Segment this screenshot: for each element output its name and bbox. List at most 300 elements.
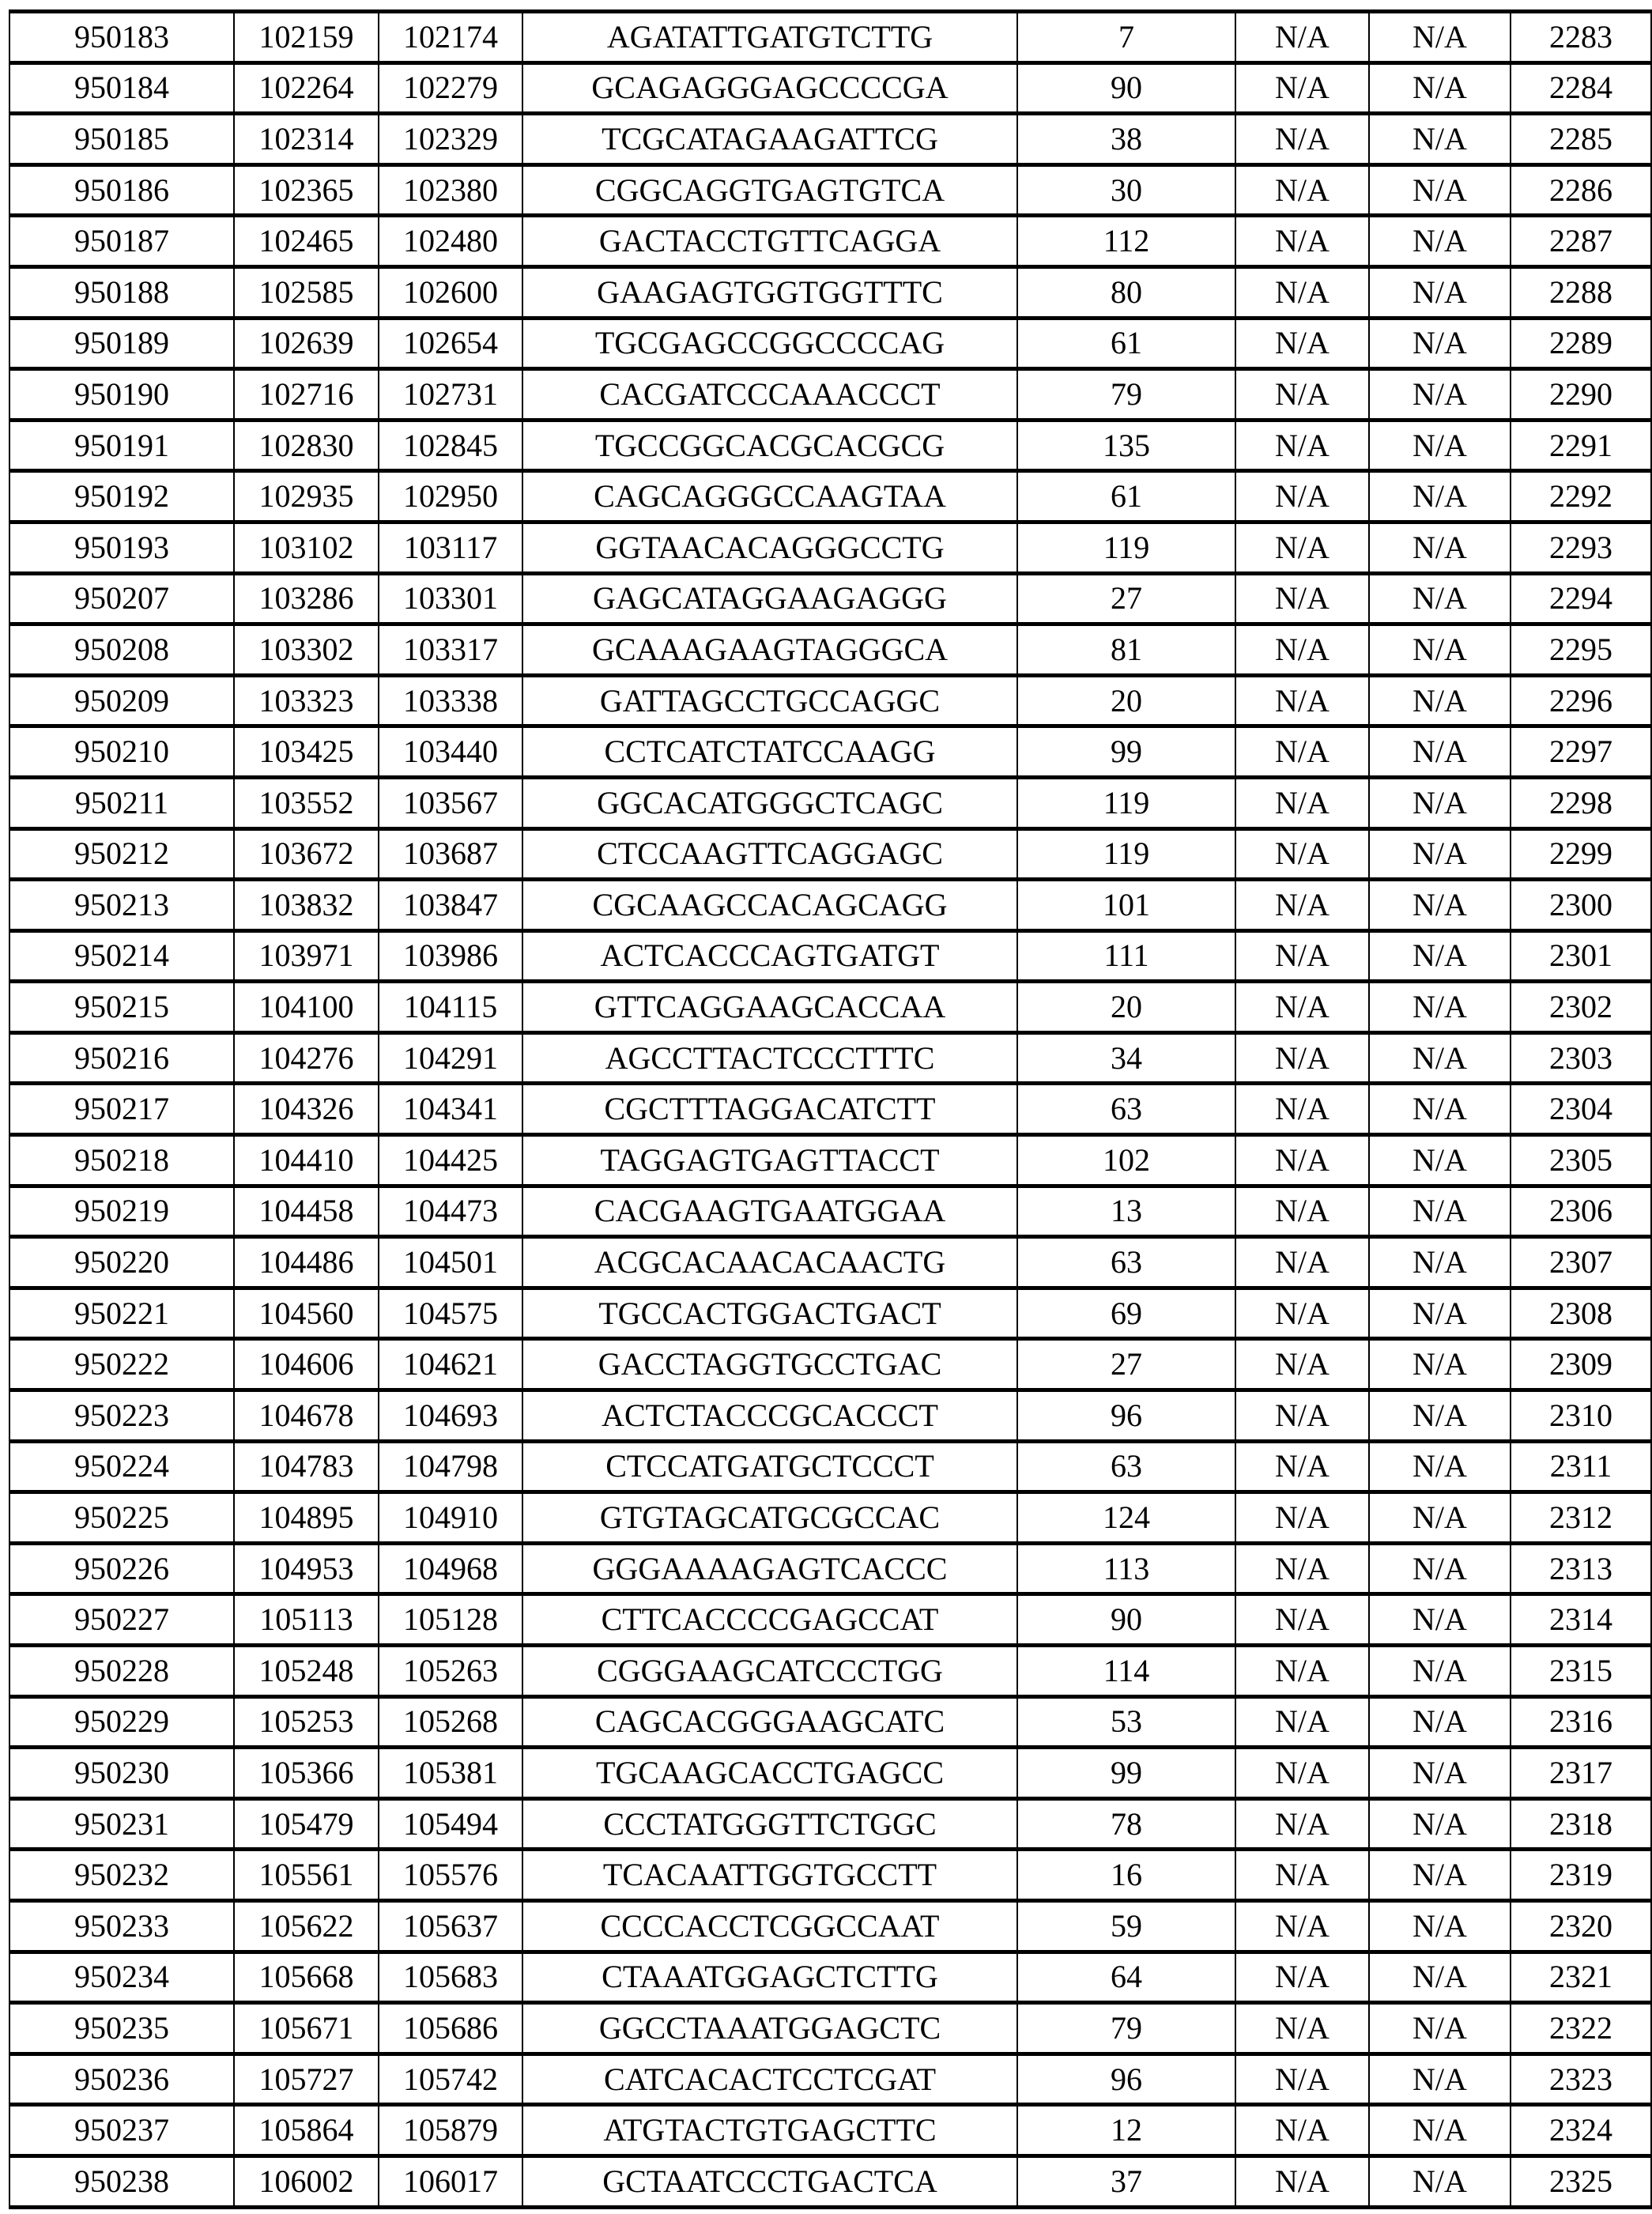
table-row bbox=[9, 1696, 1651, 1748]
cell-stop-site: 105263 bbox=[379, 1646, 522, 1697]
cell-na-col-2: N/A bbox=[1369, 216, 1511, 267]
cell-na-col-1: N/A bbox=[1235, 1492, 1369, 1544]
cell-start-site: 105668 bbox=[234, 1952, 379, 2003]
cell-stop-site: 103338 bbox=[379, 675, 522, 726]
cell-na-col-2: N/A bbox=[1369, 1339, 1511, 1390]
cell-na-col-2: N/A bbox=[1369, 266, 1511, 318]
cell-sequence: GCTAATCCCTGACTCA bbox=[522, 2156, 1017, 2207]
cell-stop-site: 102731 bbox=[379, 369, 522, 421]
cell-compound-id: 950216 bbox=[9, 1032, 234, 1084]
cell-stop-site: 102380 bbox=[379, 164, 522, 216]
cell-na-col-2: N/A bbox=[1369, 1543, 1511, 1594]
cell-seq-id-no: 2286 bbox=[1511, 164, 1651, 216]
cell-na-col-2: N/A bbox=[1369, 1237, 1511, 1288]
cell-compound-id: 950215 bbox=[9, 982, 234, 1033]
cell-start-site: 103971 bbox=[234, 930, 379, 982]
table-row bbox=[9, 266, 1651, 318]
cell-sequence: CCCTATGGGTTCTGGC bbox=[522, 1798, 1017, 1850]
cell-sequence: GACTACCTGTTCAGGA bbox=[522, 216, 1017, 267]
cell-na-col-2: N/A bbox=[1369, 420, 1511, 471]
cell-stop-site: 102329 bbox=[379, 114, 522, 165]
cell-stop-site: 105268 bbox=[379, 1696, 522, 1748]
cell-start-site: 103552 bbox=[234, 777, 379, 828]
table-row bbox=[9, 2156, 1651, 2207]
cell-value: 61 bbox=[1017, 318, 1235, 369]
cell-seq-id-no: 2303 bbox=[1511, 1032, 1651, 1084]
cell-seq-id-no: 2312 bbox=[1511, 1492, 1651, 1544]
cell-start-site: 102264 bbox=[234, 62, 379, 114]
cell-stop-site: 104693 bbox=[379, 1390, 522, 1442]
cell-na-col-2: N/A bbox=[1369, 114, 1511, 165]
cell-stop-site: 102480 bbox=[379, 216, 522, 267]
cell-stop-site: 104291 bbox=[379, 1032, 522, 1084]
cell-sequence: TGCGAGCCGGCCCCAG bbox=[522, 318, 1017, 369]
cell-stop-site: 105637 bbox=[379, 1900, 522, 1952]
cell-sequence: GCAGAGGGAGCCCCGA bbox=[522, 62, 1017, 114]
cell-compound-id: 950209 bbox=[9, 675, 234, 726]
table-row bbox=[9, 2105, 1651, 2156]
cell-value: 113 bbox=[1017, 1543, 1235, 1594]
cell-na-col-1: N/A bbox=[1235, 420, 1369, 471]
cell-seq-id-no: 2320 bbox=[1511, 1900, 1651, 1952]
cell-na-col-1: N/A bbox=[1235, 1237, 1369, 1288]
table-row bbox=[9, 1798, 1651, 1850]
cell-value: 16 bbox=[1017, 1850, 1235, 1901]
cell-value: 34 bbox=[1017, 1032, 1235, 1084]
cell-na-col-2: N/A bbox=[1369, 62, 1511, 114]
cell-stop-site: 105683 bbox=[379, 1952, 522, 2003]
table-row bbox=[9, 1952, 1651, 2003]
cell-compound-id: 950188 bbox=[9, 266, 234, 318]
cell-seq-id-no: 2294 bbox=[1511, 573, 1651, 624]
cell-na-col-1: N/A bbox=[1235, 930, 1369, 982]
cell-start-site: 103425 bbox=[234, 726, 379, 778]
cell-value: 63 bbox=[1017, 1237, 1235, 1288]
cell-na-col-2: N/A bbox=[1369, 2003, 1511, 2054]
cell-sequence: GAGCATAGGAAGAGGG bbox=[522, 573, 1017, 624]
cell-compound-id: 950223 bbox=[9, 1390, 234, 1442]
table-row bbox=[9, 1237, 1651, 1288]
cell-na-col-1: N/A bbox=[1235, 777, 1369, 828]
cell-na-col-2: N/A bbox=[1369, 930, 1511, 982]
cell-na-col-2: N/A bbox=[1369, 982, 1511, 1033]
cell-compound-id: 950229 bbox=[9, 1696, 234, 1748]
table-row bbox=[9, 369, 1651, 421]
cell-start-site: 102314 bbox=[234, 114, 379, 165]
cell-seq-id-no: 2301 bbox=[1511, 930, 1651, 982]
table-row bbox=[9, 164, 1651, 216]
cell-value: 69 bbox=[1017, 1288, 1235, 1339]
table-row bbox=[9, 624, 1651, 676]
cell-seq-id-no: 2323 bbox=[1511, 2054, 1651, 2105]
cell-start-site: 102716 bbox=[234, 369, 379, 421]
cell-sequence: GAAGAGTGGTGGTTTC bbox=[522, 266, 1017, 318]
cell-value: 7 bbox=[1017, 12, 1235, 63]
cell-start-site: 102935 bbox=[234, 471, 379, 522]
cell-na-col-1: N/A bbox=[1235, 522, 1369, 573]
cell-stop-site: 104621 bbox=[379, 1339, 522, 1390]
cell-seq-id-no: 2299 bbox=[1511, 828, 1651, 880]
cell-compound-id: 950213 bbox=[9, 880, 234, 931]
cell-start-site: 104486 bbox=[234, 1237, 379, 1288]
cell-stop-site: 104115 bbox=[379, 982, 522, 1033]
cell-compound-id: 950238 bbox=[9, 2156, 234, 2207]
cell-compound-id: 950207 bbox=[9, 573, 234, 624]
cell-seq-id-no: 2325 bbox=[1511, 2156, 1651, 2207]
cell-start-site: 104326 bbox=[234, 1084, 379, 1135]
table-row bbox=[9, 1492, 1651, 1544]
cell-na-col-2: N/A bbox=[1369, 1952, 1511, 2003]
cell-value: 119 bbox=[1017, 777, 1235, 828]
cell-na-col-1: N/A bbox=[1235, 982, 1369, 1033]
table-row bbox=[9, 2054, 1651, 2105]
cell-value: 90 bbox=[1017, 62, 1235, 114]
cell-compound-id: 950210 bbox=[9, 726, 234, 778]
cell-start-site: 103832 bbox=[234, 880, 379, 931]
cell-sequence: GTGTAGCATGCGCCAC bbox=[522, 1492, 1017, 1544]
cell-na-col-1: N/A bbox=[1235, 2105, 1369, 2156]
cell-sequence: GATTAGCCTGCCAGGC bbox=[522, 675, 1017, 726]
cell-na-col-1: N/A bbox=[1235, 1594, 1369, 1646]
cell-compound-id: 950189 bbox=[9, 318, 234, 369]
cell-start-site: 102830 bbox=[234, 420, 379, 471]
cell-seq-id-no: 2289 bbox=[1511, 318, 1651, 369]
cell-compound-id: 950218 bbox=[9, 1135, 234, 1186]
cell-sequence: ACTCACCCAGTGATGT bbox=[522, 930, 1017, 982]
cell-seq-id-no: 2319 bbox=[1511, 1850, 1651, 1901]
table-row bbox=[9, 1084, 1651, 1135]
cell-seq-id-no: 2321 bbox=[1511, 1952, 1651, 2003]
cell-compound-id: 950219 bbox=[9, 1186, 234, 1237]
cell-sequence: ATGTACTGTGAGCTTC bbox=[522, 2105, 1017, 2156]
cell-value: 61 bbox=[1017, 471, 1235, 522]
cell-na-col-2: N/A bbox=[1369, 1646, 1511, 1697]
table-row bbox=[9, 1850, 1651, 1901]
cell-seq-id-no: 2315 bbox=[1511, 1646, 1651, 1697]
cell-sequence: TGCAAGCACCTGAGCC bbox=[522, 1748, 1017, 1799]
table-row bbox=[9, 1390, 1651, 1442]
sequence-table bbox=[9, 9, 1652, 2209]
table-row bbox=[9, 522, 1651, 573]
cell-na-col-1: N/A bbox=[1235, 1441, 1369, 1492]
cell-na-col-1: N/A bbox=[1235, 1696, 1369, 1748]
cell-start-site: 104606 bbox=[234, 1339, 379, 1390]
cell-stop-site: 104473 bbox=[379, 1186, 522, 1237]
cell-seq-id-no: 2302 bbox=[1511, 982, 1651, 1033]
table-row bbox=[9, 1646, 1651, 1697]
table-row bbox=[9, 880, 1651, 931]
cell-seq-id-no: 2298 bbox=[1511, 777, 1651, 828]
cell-compound-id: 950208 bbox=[9, 624, 234, 676]
cell-compound-id: 950191 bbox=[9, 420, 234, 471]
cell-stop-site: 105879 bbox=[379, 2105, 522, 2156]
cell-compound-id: 950235 bbox=[9, 2003, 234, 2054]
cell-na-col-2: N/A bbox=[1369, 2156, 1511, 2207]
cell-seq-id-no: 2283 bbox=[1511, 12, 1651, 63]
cell-value: 99 bbox=[1017, 1748, 1235, 1799]
cell-start-site: 103302 bbox=[234, 624, 379, 676]
cell-na-col-2: N/A bbox=[1369, 1492, 1511, 1544]
cell-na-col-2: N/A bbox=[1369, 1798, 1511, 1850]
cell-na-col-1: N/A bbox=[1235, 1952, 1369, 2003]
cell-compound-id: 950193 bbox=[9, 522, 234, 573]
cell-stop-site: 104425 bbox=[379, 1135, 522, 1186]
cell-na-col-2: N/A bbox=[1369, 1900, 1511, 1952]
cell-start-site: 104953 bbox=[234, 1543, 379, 1594]
cell-na-col-2: N/A bbox=[1369, 164, 1511, 216]
cell-seq-id-no: 2290 bbox=[1511, 369, 1651, 421]
table-row bbox=[9, 1032, 1651, 1084]
cell-value: 37 bbox=[1017, 2156, 1235, 2207]
cell-start-site: 105113 bbox=[234, 1594, 379, 1646]
table-row bbox=[9, 318, 1651, 369]
cell-na-col-1: N/A bbox=[1235, 318, 1369, 369]
cell-na-col-1: N/A bbox=[1235, 1850, 1369, 1901]
cell-na-col-2: N/A bbox=[1369, 726, 1511, 778]
cell-sequence: CGGCAGGTGAGTGTCA bbox=[522, 164, 1017, 216]
cell-sequence: AGATATTGATGTCTTG bbox=[522, 12, 1017, 63]
cell-value: 124 bbox=[1017, 1492, 1235, 1544]
cell-sequence: CGCAAGCCACAGCAGG bbox=[522, 880, 1017, 931]
cell-stop-site: 103117 bbox=[379, 522, 522, 573]
cell-value: 101 bbox=[1017, 880, 1235, 931]
cell-value: 119 bbox=[1017, 828, 1235, 880]
cell-compound-id: 950226 bbox=[9, 1543, 234, 1594]
cell-value: 81 bbox=[1017, 624, 1235, 676]
cell-seq-id-no: 2285 bbox=[1511, 114, 1651, 165]
cell-value: 79 bbox=[1017, 369, 1235, 421]
cell-na-col-1: N/A bbox=[1235, 1288, 1369, 1339]
cell-seq-id-no: 2287 bbox=[1511, 216, 1651, 267]
cell-na-col-1: N/A bbox=[1235, 1339, 1369, 1390]
cell-na-col-2: N/A bbox=[1369, 1748, 1511, 1799]
cell-compound-id: 950183 bbox=[9, 12, 234, 63]
cell-stop-site: 104501 bbox=[379, 1237, 522, 1288]
cell-na-col-2: N/A bbox=[1369, 1696, 1511, 1748]
cell-seq-id-no: 2296 bbox=[1511, 675, 1651, 726]
cell-na-col-1: N/A bbox=[1235, 1032, 1369, 1084]
cell-na-col-1: N/A bbox=[1235, 2054, 1369, 2105]
cell-na-col-1: N/A bbox=[1235, 369, 1369, 421]
cell-seq-id-no: 2316 bbox=[1511, 1696, 1651, 1748]
table-row bbox=[9, 114, 1651, 165]
cell-start-site: 103323 bbox=[234, 675, 379, 726]
cell-value: 102 bbox=[1017, 1135, 1235, 1186]
cell-start-site: 102465 bbox=[234, 216, 379, 267]
cell-stop-site: 104910 bbox=[379, 1492, 522, 1544]
cell-seq-id-no: 2295 bbox=[1511, 624, 1651, 676]
cell-na-col-1: N/A bbox=[1235, 2003, 1369, 2054]
cell-sequence: TAGGAGTGAGTTACCT bbox=[522, 1135, 1017, 1186]
cell-na-col-2: N/A bbox=[1369, 675, 1511, 726]
cell-value: 79 bbox=[1017, 2003, 1235, 2054]
cell-start-site: 104100 bbox=[234, 982, 379, 1033]
cell-sequence: CGGGAAGCATCCCTGG bbox=[522, 1646, 1017, 1697]
cell-na-col-2: N/A bbox=[1369, 1441, 1511, 1492]
cell-na-col-1: N/A bbox=[1235, 266, 1369, 318]
cell-stop-site: 105494 bbox=[379, 1798, 522, 1850]
table-row bbox=[9, 12, 1651, 63]
cell-sequence: CATCACACTCCTCGAT bbox=[522, 2054, 1017, 2105]
cell-start-site: 103102 bbox=[234, 522, 379, 573]
cell-start-site: 105561 bbox=[234, 1850, 379, 1901]
cell-start-site: 105622 bbox=[234, 1900, 379, 1952]
cell-value: 111 bbox=[1017, 930, 1235, 982]
table-row bbox=[9, 471, 1651, 522]
cell-compound-id: 950228 bbox=[9, 1646, 234, 1697]
cell-na-col-2: N/A bbox=[1369, 522, 1511, 573]
table-body bbox=[9, 12, 1651, 2208]
cell-na-col-1: N/A bbox=[1235, 216, 1369, 267]
cell-compound-id: 950186 bbox=[9, 164, 234, 216]
cell-compound-id: 950233 bbox=[9, 1900, 234, 1952]
cell-value: 96 bbox=[1017, 2054, 1235, 2105]
cell-na-col-1: N/A bbox=[1235, 1646, 1369, 1697]
cell-value: 63 bbox=[1017, 1441, 1235, 1492]
cell-na-col-2: N/A bbox=[1369, 1135, 1511, 1186]
table-row bbox=[9, 1288, 1651, 1339]
cell-seq-id-no: 2307 bbox=[1511, 1237, 1651, 1288]
cell-sequence: CCCCACCTCGGCCAAT bbox=[522, 1900, 1017, 1952]
cell-sequence: CCTCATCTATCCAAGG bbox=[522, 726, 1017, 778]
cell-na-col-2: N/A bbox=[1369, 1186, 1511, 1237]
cell-stop-site: 104341 bbox=[379, 1084, 522, 1135]
cell-na-col-2: N/A bbox=[1369, 318, 1511, 369]
table-row bbox=[9, 1900, 1651, 1952]
cell-start-site: 102365 bbox=[234, 164, 379, 216]
cell-value: 13 bbox=[1017, 1186, 1235, 1237]
cell-seq-id-no: 2317 bbox=[1511, 1748, 1651, 1799]
cell-start-site: 104895 bbox=[234, 1492, 379, 1544]
cell-seq-id-no: 2305 bbox=[1511, 1135, 1651, 1186]
table-row bbox=[9, 420, 1651, 471]
cell-seq-id-no: 2284 bbox=[1511, 62, 1651, 114]
cell-stop-site: 102174 bbox=[379, 12, 522, 63]
cell-seq-id-no: 2311 bbox=[1511, 1441, 1651, 1492]
cell-sequence: GGCCTAAATGGAGCTC bbox=[522, 2003, 1017, 2054]
cell-sequence: GGCACATGGGCTCAGC bbox=[522, 777, 1017, 828]
cell-na-col-2: N/A bbox=[1369, 573, 1511, 624]
cell-stop-site: 104968 bbox=[379, 1543, 522, 1594]
cell-sequence: AGCCTTACTCCCTTTC bbox=[522, 1032, 1017, 1084]
cell-start-site: 105253 bbox=[234, 1696, 379, 1748]
cell-na-col-1: N/A bbox=[1235, 164, 1369, 216]
cell-compound-id: 950231 bbox=[9, 1798, 234, 1850]
cell-compound-id: 950230 bbox=[9, 1748, 234, 1799]
cell-start-site: 102639 bbox=[234, 318, 379, 369]
cell-compound-id: 950237 bbox=[9, 2105, 234, 2156]
cell-na-col-2: N/A bbox=[1369, 880, 1511, 931]
cell-sequence: CAGCAGGGCCAAGTAA bbox=[522, 471, 1017, 522]
cell-na-col-2: N/A bbox=[1369, 1084, 1511, 1135]
cell-value: 27 bbox=[1017, 1339, 1235, 1390]
cell-start-site: 104560 bbox=[234, 1288, 379, 1339]
table-row bbox=[9, 1594, 1651, 1646]
cell-na-col-1: N/A bbox=[1235, 1798, 1369, 1850]
cell-na-col-2: N/A bbox=[1369, 1390, 1511, 1442]
cell-sequence: CTCCAAGTTCAGGAGC bbox=[522, 828, 1017, 880]
cell-stop-site: 103986 bbox=[379, 930, 522, 982]
cell-seq-id-no: 2322 bbox=[1511, 2003, 1651, 2054]
cell-start-site: 106002 bbox=[234, 2156, 379, 2207]
cell-na-col-2: N/A bbox=[1369, 2054, 1511, 2105]
cell-start-site: 103672 bbox=[234, 828, 379, 880]
table-row bbox=[9, 930, 1651, 982]
table-row bbox=[9, 777, 1651, 828]
cell-na-col-2: N/A bbox=[1369, 624, 1511, 676]
cell-sequence: TGCCGGCACGCACGCG bbox=[522, 420, 1017, 471]
cell-na-col-1: N/A bbox=[1235, 675, 1369, 726]
cell-na-col-1: N/A bbox=[1235, 1900, 1369, 1952]
table-row bbox=[9, 1186, 1651, 1237]
cell-stop-site: 103567 bbox=[379, 777, 522, 828]
cell-sequence: GACCTAGGTGCCTGAC bbox=[522, 1339, 1017, 1390]
cell-stop-site: 102845 bbox=[379, 420, 522, 471]
table-row bbox=[9, 2003, 1651, 2054]
cell-compound-id: 950227 bbox=[9, 1594, 234, 1646]
cell-stop-site: 105576 bbox=[379, 1850, 522, 1901]
cell-start-site: 104458 bbox=[234, 1186, 379, 1237]
cell-start-site: 102585 bbox=[234, 266, 379, 318]
cell-sequence: GCAAAGAAGTAGGGCA bbox=[522, 624, 1017, 676]
cell-value: 30 bbox=[1017, 164, 1235, 216]
table-row bbox=[9, 828, 1651, 880]
cell-start-site: 105864 bbox=[234, 2105, 379, 2156]
cell-na-col-1: N/A bbox=[1235, 1543, 1369, 1594]
cell-seq-id-no: 2292 bbox=[1511, 471, 1651, 522]
table-row bbox=[9, 1748, 1651, 1799]
cell-sequence: TCACAATTGGTGCCTT bbox=[522, 1850, 1017, 1901]
cell-value: 96 bbox=[1017, 1390, 1235, 1442]
cell-compound-id: 950214 bbox=[9, 930, 234, 982]
cell-na-col-1: N/A bbox=[1235, 12, 1369, 63]
cell-value: 63 bbox=[1017, 1084, 1235, 1135]
cell-value: 59 bbox=[1017, 1900, 1235, 1952]
cell-na-col-2: N/A bbox=[1369, 1850, 1511, 1901]
cell-stop-site: 104798 bbox=[379, 1441, 522, 1492]
cell-compound-id: 950234 bbox=[9, 1952, 234, 2003]
cell-sequence: CAGCACGGGAAGCATC bbox=[522, 1696, 1017, 1748]
cell-stop-site: 102600 bbox=[379, 266, 522, 318]
cell-start-site: 103286 bbox=[234, 573, 379, 624]
cell-start-site: 105479 bbox=[234, 1798, 379, 1850]
cell-value: 53 bbox=[1017, 1696, 1235, 1748]
cell-seq-id-no: 2308 bbox=[1511, 1288, 1651, 1339]
cell-seq-id-no: 2297 bbox=[1511, 726, 1651, 778]
cell-value: 80 bbox=[1017, 266, 1235, 318]
cell-stop-site: 106017 bbox=[379, 2156, 522, 2207]
table-row bbox=[9, 1543, 1651, 1594]
cell-start-site: 105727 bbox=[234, 2054, 379, 2105]
cell-seq-id-no: 2318 bbox=[1511, 1798, 1651, 1850]
table-row bbox=[9, 573, 1651, 624]
cell-na-col-1: N/A bbox=[1235, 1390, 1369, 1442]
cell-seq-id-no: 2288 bbox=[1511, 266, 1651, 318]
cell-stop-site: 103301 bbox=[379, 573, 522, 624]
table-row bbox=[9, 62, 1651, 114]
cell-stop-site: 102279 bbox=[379, 62, 522, 114]
cell-stop-site: 105686 bbox=[379, 2003, 522, 2054]
cell-value: 90 bbox=[1017, 1594, 1235, 1646]
cell-value: 38 bbox=[1017, 114, 1235, 165]
cell-sequence: ACTCTACCCGCACCCT bbox=[522, 1390, 1017, 1442]
cell-start-site: 105671 bbox=[234, 2003, 379, 2054]
cell-na-col-2: N/A bbox=[1369, 471, 1511, 522]
cell-value: 135 bbox=[1017, 420, 1235, 471]
cell-stop-site: 102950 bbox=[379, 471, 522, 522]
cell-start-site: 105366 bbox=[234, 1748, 379, 1799]
cell-compound-id: 950212 bbox=[9, 828, 234, 880]
